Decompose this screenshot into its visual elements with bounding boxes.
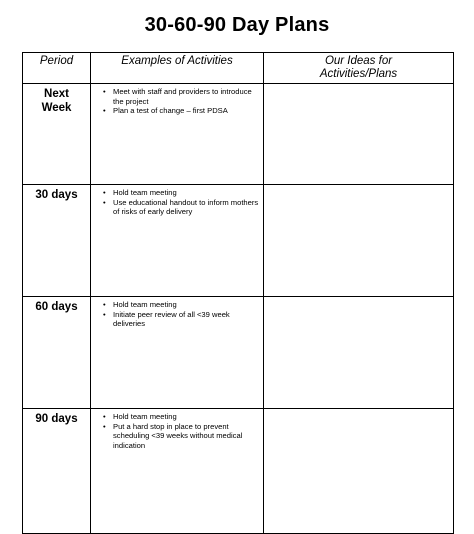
period-cell [23, 297, 91, 409]
period-cell [23, 185, 91, 297]
page-title: 30-60-90 Day Plans [144, 14, 330, 36]
activities-cell [91, 185, 264, 297]
activity-item: • Initiate peer review of all <39 week deliveries [113, 310, 259, 329]
period-label: 90 days [35, 413, 78, 425]
period-label: Next [44, 88, 69, 100]
activities-cell [91, 409, 264, 534]
activity-item: • Plan a test of change – first PDSA [113, 106, 259, 116]
activity-list [91, 87, 259, 116]
table-row [23, 185, 454, 297]
period-header-label: Period [39, 55, 74, 67]
ideas-header-line1: Our Ideas for [324, 55, 393, 67]
table-row [23, 297, 454, 409]
activity-item: • Put a hard stop in place to prevent scheduling <39 weeks without medical indication [113, 422, 259, 451]
activity-list [91, 300, 259, 329]
period-cell [23, 409, 91, 534]
table-row [23, 409, 454, 534]
ideas-header [264, 53, 454, 84]
activity-item: • Hold team meeting [113, 300, 259, 310]
activities-cell [91, 84, 264, 185]
activity-item: • Meet with staff and providers to introduce the project [113, 87, 259, 106]
ideas-cell[interactable] [264, 409, 454, 534]
ideas-cell[interactable] [264, 84, 454, 185]
activity-list [91, 412, 259, 450]
ideas-cell[interactable] [264, 185, 454, 297]
period-cell [23, 84, 91, 185]
period-label: 60 days [35, 301, 78, 313]
table-row [23, 84, 454, 185]
ideas-header-line2: Activities/Plans [319, 68, 398, 80]
activity-item: • Use educational handout to inform mothers of risks of early delivery [113, 198, 259, 217]
period-label: 30 days [35, 189, 78, 201]
period-label-line2: Week [41, 102, 72, 114]
activities-cell [91, 297, 264, 409]
plan-table [22, 52, 454, 534]
header-row [23, 53, 454, 84]
activity-item: • Hold team meeting [113, 188, 259, 198]
period-header [23, 53, 91, 84]
ideas-cell[interactable] [264, 297, 454, 409]
activity-list [91, 188, 259, 217]
activity-item: • Hold team meeting [113, 412, 259, 422]
examples-header [91, 53, 264, 84]
examples-header-label: Examples of Activities [121, 55, 233, 67]
